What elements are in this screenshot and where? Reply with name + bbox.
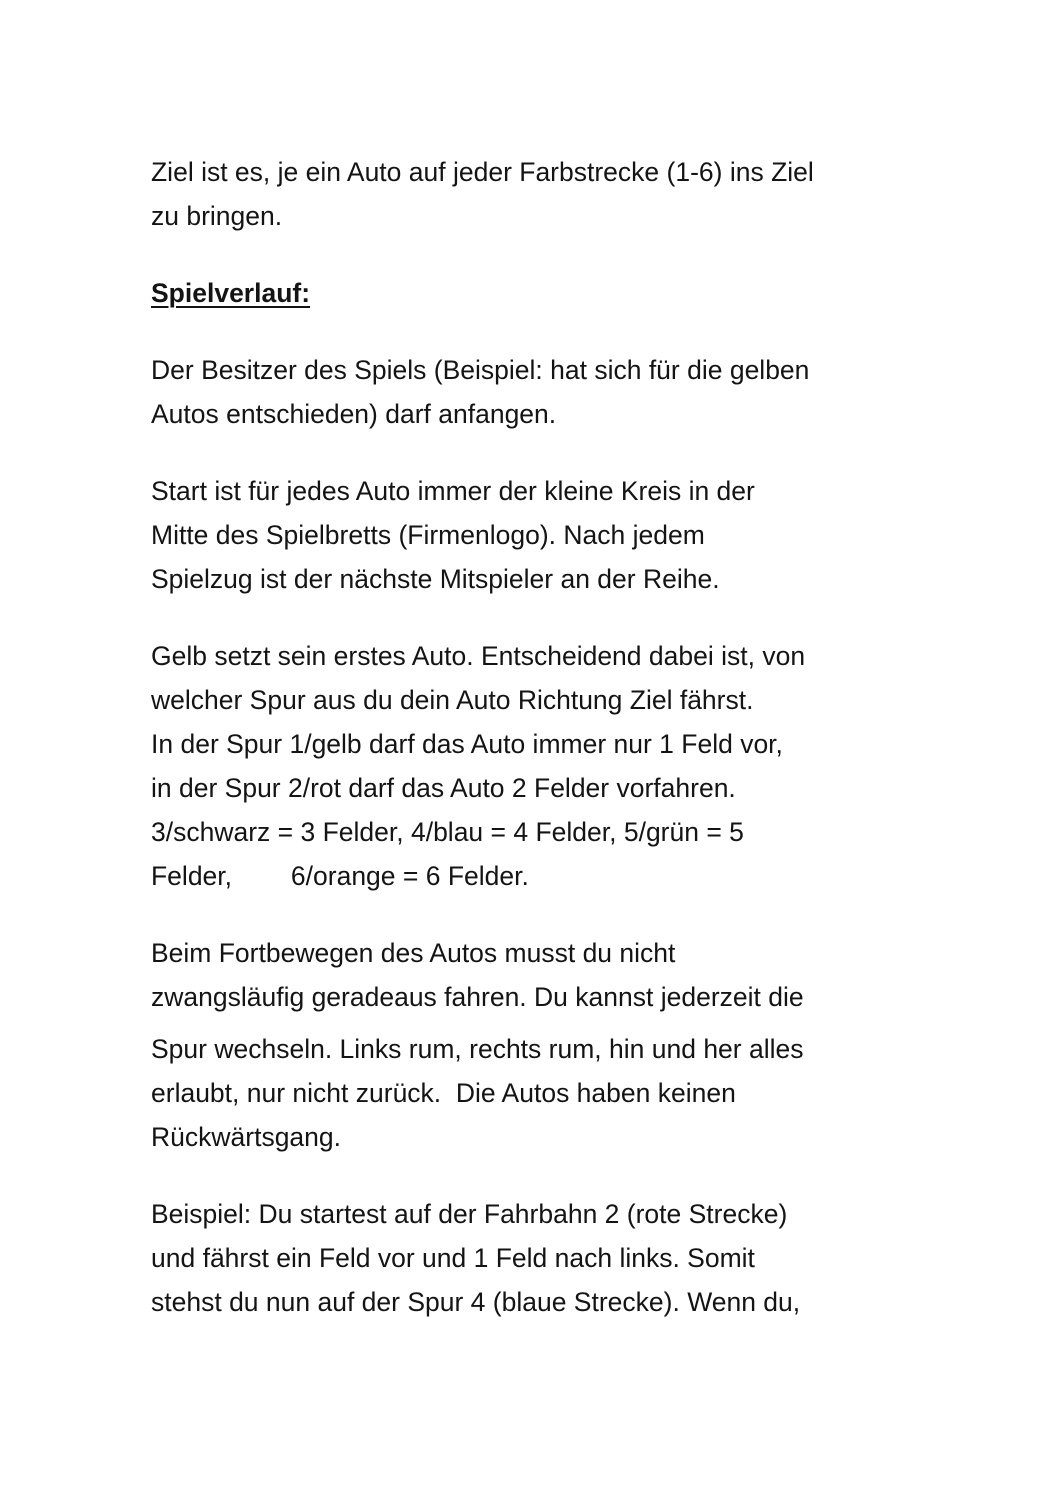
- text-line: erlaubt, nur nicht zurück. Die Autos haben keinen: [151, 1078, 736, 1108]
- text-line: in der Spur 2/rot darf das Auto 2 Felder vorfahren.: [151, 773, 736, 803]
- document-content: [151, 150, 941, 1357]
- paragraph-lane-rules: [151, 634, 941, 898]
- text-line: In der Spur 1/gelb darf das Auto immer nur 1 Feld vor,: [151, 729, 783, 759]
- text-line: Rückwärtsgang.: [151, 1122, 342, 1152]
- text-line: Spielzug ist der nächste Mitspieler an der Reihe.: [151, 564, 720, 594]
- text-line: Mitte des Spielbretts (Firmenlogo). Nach jedem: [151, 520, 705, 550]
- text-line: Autos entschieden) darf anfangen.: [151, 399, 557, 429]
- paragraph-start-position: [151, 469, 941, 601]
- text-line: Ziel ist es, je ein Auto auf jeder Farbstrecke (1-6) ins Ziel: [151, 157, 814, 187]
- text-line: 3/schwarz = 3 Felder, 4/blau = 4 Felder, 5/grün = 5: [151, 817, 744, 847]
- text-line: Beim Fortbewegen des Autos musst du nicht: [151, 938, 676, 968]
- intro-paragraph: [151, 150, 941, 238]
- text-line: Start ist für jedes Auto immer der kleine Kreis in der: [151, 476, 755, 506]
- text-line: Beispiel: Du startest auf der Fahrbahn 2 (rote Strecke): [151, 1199, 788, 1229]
- text-line: zu bringen.: [151, 201, 283, 231]
- paragraph-movement: [151, 931, 941, 1159]
- paragraph-example: [151, 1192, 941, 1324]
- text-line: welcher Spur aus du dein Auto Richtung Ziel fährst.: [151, 685, 754, 715]
- text-line: Spur wechseln. Links rum, rechts rum, hin und her alles: [151, 1034, 804, 1064]
- text-line: stehst du nun auf der Spur 4 (blaue Strecke). Wenn du,: [151, 1287, 801, 1317]
- text-line: Gelb setzt sein erstes Auto. Entscheidend dabei ist, von: [151, 641, 806, 671]
- text-line: Felder, 6/orange = 6 Felder.: [151, 861, 529, 891]
- text-line: Der Besitzer des Spiels (Beispiel: hat sich für die gelben: [151, 355, 810, 385]
- text-line: und fährst ein Feld vor und 1 Feld nach links. Somit: [151, 1243, 755, 1273]
- text-line: zwangsläufig geradeaus fahren. Du kannst jederzeit die: [151, 982, 804, 1012]
- section-heading: Spielverlauf:: [151, 278, 311, 308]
- paragraph-owner-starts: [151, 348, 941, 436]
